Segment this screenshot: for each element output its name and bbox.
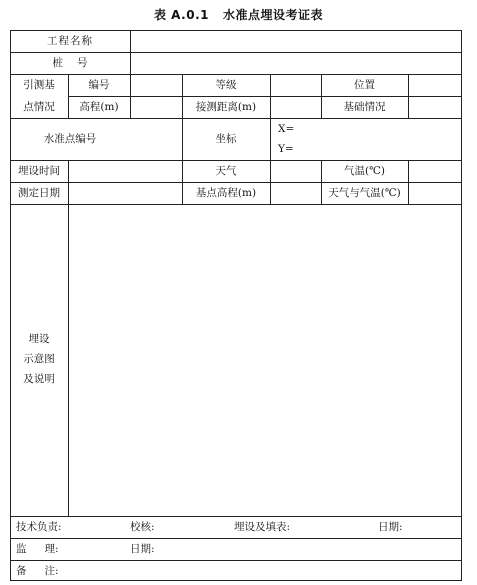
supervisor-label (16, 543, 59, 556)
sketch-label-b: 示意图 (23, 353, 55, 365)
vrule-weather-value (270, 160, 271, 204)
rule-row5 (10, 182, 462, 183)
elevation-label: 高程(m) (79, 101, 119, 113)
project-name-label: 工程名称 (47, 35, 93, 47)
temperature-label: 气温(℃) (344, 165, 385, 177)
remarks-label (16, 565, 59, 578)
grade-label: 等级 (215, 79, 237, 91)
date2-label: 日期: (130, 543, 155, 555)
filler-label: 埋设及填表: (234, 521, 291, 533)
stake-number-label-a: 桩 (52, 57, 63, 69)
vrule-header-split (130, 30, 131, 74)
table-name: 水准点埋设考证表 (223, 8, 324, 22)
rule-row4 (10, 160, 462, 161)
benchmark-number-label: 水准点编号 (43, 133, 97, 145)
benchmark-form (10, 30, 462, 581)
supervisor-label-a: 监 (16, 543, 27, 555)
date-label: 日期: (378, 521, 403, 533)
number-label: 编号 (88, 79, 110, 91)
ref-point-label-a: 引测基 (23, 79, 55, 91)
ref-point-label-b: 点情况 (23, 101, 55, 113)
checker-label: 校核: (130, 521, 155, 533)
stake-number-label-b: 号 (77, 57, 88, 69)
vrule-temp-value (408, 160, 409, 204)
remarks-label-a: 备 (16, 565, 27, 577)
sketch-label-a: 埋设 (28, 333, 50, 345)
supervisor-label-b: 理: (44, 543, 59, 555)
rule-row7 (10, 516, 462, 517)
weather-temp-label: 天气与气温(℃) (328, 187, 401, 199)
tech-lead-label: 技术负责: (16, 521, 62, 533)
rule-row1 (10, 52, 462, 53)
foundation-label: 基础情况 (343, 101, 386, 113)
weather-label: 天气 (215, 165, 237, 177)
connect-distance-label: 接测距离(m) (195, 101, 257, 113)
stake-number-label (10, 57, 130, 70)
table-code: 表 A.0.1 (153, 8, 209, 22)
rule-row9 (10, 560, 462, 561)
position-label: 位置 (354, 79, 375, 91)
sketch-label-c: 及说明 (23, 373, 55, 385)
coord-y-label: Y= (278, 143, 294, 155)
vrule-grade-value (270, 74, 271, 118)
vrule-coord-split (270, 118, 271, 160)
rule-row3 (10, 118, 462, 119)
coord-x-label: X= (278, 123, 295, 135)
table-title (0, 6, 477, 23)
coordinates-label: 坐标 (215, 133, 237, 145)
measure-date-label: 测定日期 (18, 187, 60, 199)
rule-row3a (68, 96, 462, 97)
vrule-number-value (130, 74, 131, 118)
rule-row8 (10, 538, 462, 539)
vrule-position-value (408, 74, 409, 118)
rule-row2 (10, 74, 462, 75)
burial-time-label: 埋设时间 (18, 165, 60, 177)
sketch-area[interactable] (69, 205, 461, 515)
remarks-label-b: 注: (44, 565, 59, 577)
base-elevation-label: 基点高程(m) (195, 187, 257, 199)
